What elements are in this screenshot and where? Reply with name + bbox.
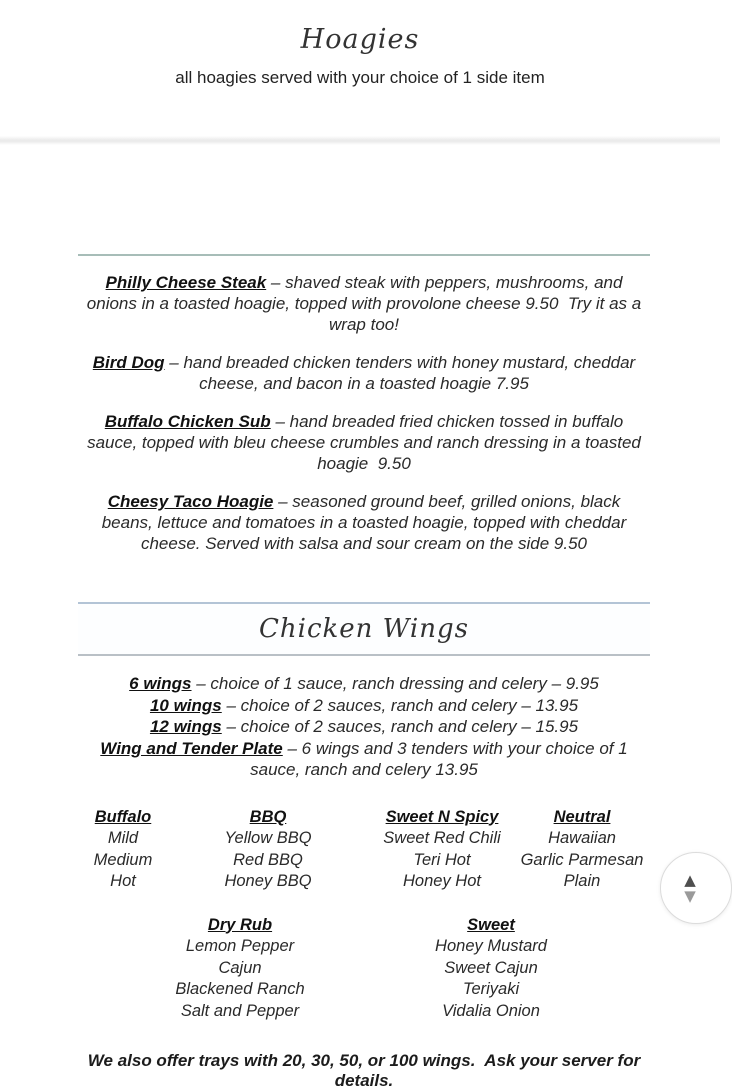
wing-size-10 [78, 695, 650, 717]
chicken-wings-header [78, 602, 650, 656]
sauce-group-header: Sweet N Spicy [385, 807, 499, 826]
sauce-item: Hawaiian [548, 829, 616, 847]
item-name: 12 wings [149, 717, 222, 736]
wing-tender-plate [78, 738, 650, 781]
sauce-group-dry-rub [78, 915, 402, 1023]
item-name: Bird Dog [92, 353, 165, 372]
wing-size-6 [78, 673, 650, 695]
hoagies-header [0, 0, 720, 88]
sauce-item: Sweet Red Chili [383, 829, 501, 847]
sauce-item: Hot [110, 872, 136, 890]
sauce-item: Garlic Parmesan [520, 850, 644, 869]
item-name: Wing and Tender Plate [100, 738, 283, 758]
page-divider-band [0, 136, 720, 145]
scroll-down-icon[interactable]: ▼ [684, 886, 696, 905]
menu-content [78, 254, 650, 1091]
sauce-group-sweet [402, 915, 580, 1023]
sauce-group-sweet-n-spicy [368, 807, 516, 893]
menu-item-buffalo-chicken-sub [82, 411, 646, 474]
sauce-group-header: Buffalo [94, 807, 152, 826]
sauce-item: Plain [563, 872, 601, 890]
item-name: 10 wings [149, 695, 222, 715]
item-description: – choice of 2 sauces, ranch and celery – 15.95 [226, 717, 579, 736]
sauce-item: Medium [93, 850, 153, 869]
item-description: – shaved steak with peppers, mushrooms, and onions in a toasted hoagie, topped with provolone cheese 9.50 Try it as a wrap too! [86, 273, 646, 334]
item-description: – 6 wings and 3 tenders with your choice of 1 sauce, ranch and celery 13.95 [250, 738, 633, 779]
sauce-item: Salt and Pepper [180, 1001, 300, 1020]
sauce-item: Blackened Ranch [175, 980, 305, 998]
menu-item-cheesy-taco-hoagie [82, 491, 646, 554]
sauce-item: Honey BBQ [224, 872, 312, 890]
wing-size-12 [78, 716, 650, 738]
sauce-group-bbq [168, 807, 368, 893]
item-name: Philly Cheese Steak [105, 273, 267, 292]
scroll-widget[interactable] [660, 852, 732, 924]
sauce-group-neutral [516, 807, 648, 893]
menu-item-philly-cheese-steak [82, 272, 646, 335]
sauce-item: Vidalia Onion [442, 1001, 540, 1020]
sauce-item: Cajun [218, 958, 262, 977]
trays-note: We also offer trays with 20, 30, 50, or 100 wings. Ask your server for details. [87, 1051, 645, 1090]
sauce-item: Lemon Pepper [185, 937, 295, 955]
sauce-grid-row2 [78, 915, 650, 1023]
item-name: Buffalo Chicken Sub [104, 412, 271, 431]
sauce-group-header: Neutral [553, 807, 611, 826]
chicken-wings-section-title: Chicken Wings [259, 614, 469, 644]
sauce-group-header: Sweet [467, 915, 515, 934]
sauce-group-header: Dry Rub [207, 915, 273, 934]
sauce-item: Sweet Cajun [444, 958, 538, 977]
item-description: – choice of 1 sauce, ranch dressing and celery – 9.95 [196, 674, 599, 693]
hoagies-subtitle: all hoagies served with your choice of 1 side item [175, 68, 545, 87]
scroll-up-icon[interactable]: ▲ [684, 870, 696, 889]
item-name: Cheesy Taco Hoagie [107, 492, 274, 511]
sauce-item: Yellow BBQ [224, 829, 312, 847]
sauce-grid-row1 [78, 807, 650, 893]
sauce-group-buffalo [78, 807, 168, 893]
sauce-item: Honey Mustard [435, 937, 547, 955]
wing-sizes-list [78, 673, 650, 781]
item-description: – hand breaded fried chicken tossed in buffalo sauce, topped with bleu cheese crumbles and ranch dressing in a toasted hoagie 9.50 [87, 412, 646, 473]
hoagies-section-title: Hoagies [300, 24, 420, 55]
item-description: – seasoned ground beef, grilled onions, black beans, lettuce and tomatoes in a toasted hoagie, topped with cheddar cheese. Served with salsa and sour cream on the side 9.50 [101, 492, 631, 553]
item-name: 6 wings [129, 674, 192, 693]
sauce-item: Honey Hot [403, 872, 481, 890]
section-divider [78, 254, 650, 256]
menu-item-bird-dog [82, 352, 646, 394]
item-description: – choice of 2 sauces, ranch and celery – 13.95 [226, 695, 579, 715]
sauce-item: Teri Hot [413, 850, 471, 869]
item-description: – hand breaded chicken tenders with honey mustard, cheddar cheese, and bacon in a toasted hoagie 7.95 [169, 353, 640, 393]
sauce-group-header: BBQ [249, 807, 287, 826]
sauce-item: Red BBQ [233, 850, 303, 869]
sauce-item: Teriyaki [462, 980, 520, 998]
sauce-item: Mild [107, 829, 139, 847]
